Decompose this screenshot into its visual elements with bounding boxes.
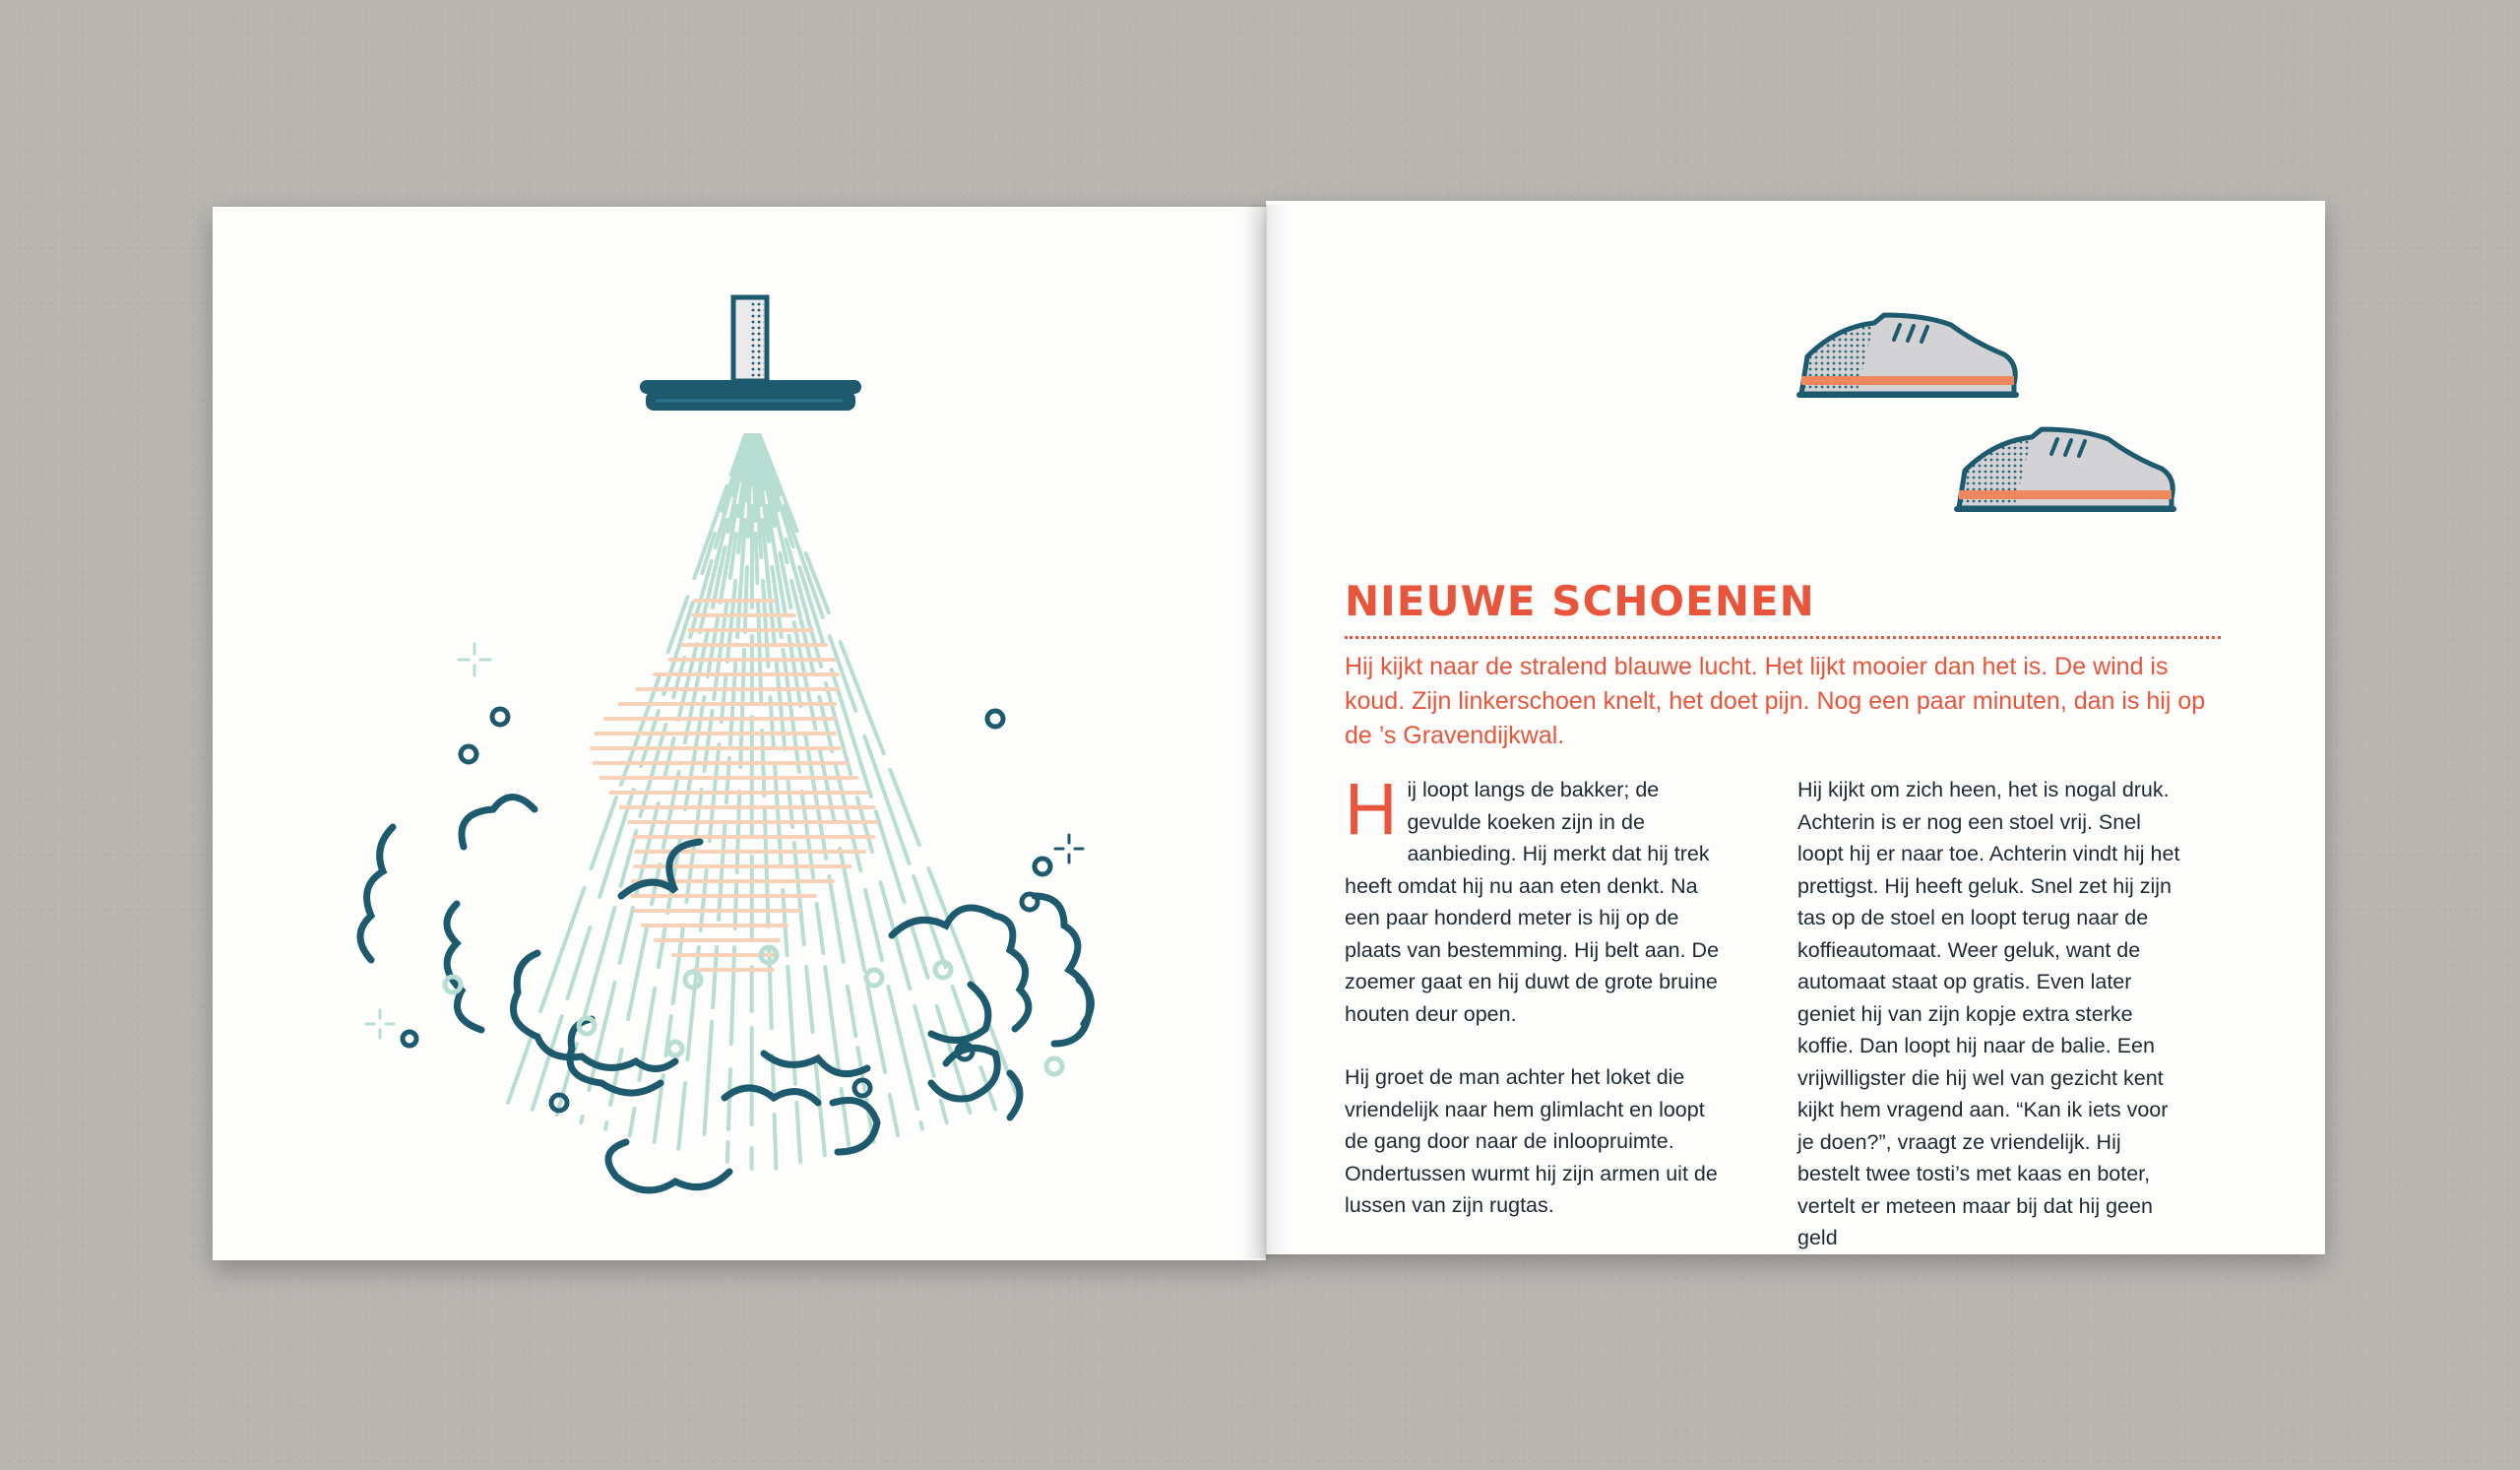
shower-illustration bbox=[213, 207, 1266, 1260]
water-stream-segment bbox=[727, 1142, 728, 1162]
text-column-right bbox=[1797, 774, 2181, 1286]
water-stream-segment bbox=[763, 581, 769, 667]
water-stream-segment bbox=[737, 792, 740, 872]
water-stream-segment bbox=[890, 770, 919, 845]
water-stream-segment bbox=[540, 888, 585, 1011]
water-stream-segment bbox=[784, 650, 800, 772]
water-stream-segment bbox=[783, 890, 787, 955]
sneakers-illustration bbox=[1778, 266, 2191, 542]
water-stream-segment bbox=[825, 967, 839, 1068]
text-column-left bbox=[1345, 768, 1729, 1253]
water-stream-segment bbox=[816, 1061, 825, 1155]
water-stream-segment bbox=[806, 967, 813, 1032]
water-stream-segment bbox=[888, 987, 917, 1109]
water-stream-segment bbox=[820, 750, 834, 820]
body-paragraph: Hij kijkt om zich heen, het is nogal druk. Achterin is er nog een stoel vrij. Snel loopt hij er naar toe. Achterin vindt hij het prettigst. Hij heeft geluk. Snel zet hij zijn tas op de stoel en loopt terug naar de koffieautomaat. Weer geluk, want de automaat staat op gratis. Even later geniet hij van zijn kopje extra sterke koffie. Dan loopt hij naar de balie. Een vrijwilligster die hij wel van gezicht kent kijkt hem vragend aan. “Kan ik iets voor je doen?”, vraagt ze vriendelijk. Hij bestelt twee tosti’s met kaas en boter, vertelt er meteen maar bij dat hij geen geld bbox=[1797, 778, 2180, 1249]
water-stream-segment bbox=[794, 843, 804, 944]
water-stream-segment bbox=[841, 642, 884, 753]
water-stream-segment bbox=[664, 738, 674, 778]
water-stream-segment bbox=[610, 1050, 622, 1105]
water-stream-segment bbox=[953, 987, 972, 1041]
water-stream-segment bbox=[620, 908, 634, 963]
chapter-title: NIEUWE SCHOENEN bbox=[1345, 577, 1815, 625]
water-stream-segment bbox=[727, 581, 735, 662]
water-stream-segment bbox=[876, 811, 905, 902]
right-page bbox=[1266, 201, 2325, 1254]
water-stream-segment bbox=[941, 1101, 947, 1122]
water-stream-segment bbox=[508, 1038, 531, 1103]
water-stream-segment bbox=[605, 1122, 606, 1129]
water-stream-segment bbox=[817, 904, 824, 953]
intro-paragraph: Hij kijkt naar de stralend blauwe lucht. Het lijkt mooier dan het is. De wind is koud. Zijn linkerschoen knelt, het doet pijn. Nog een paar minuten, dan is hij op de ’s Gravendijkwal. bbox=[1345, 653, 2206, 749]
shower-head-icon bbox=[640, 297, 861, 411]
water-stream-segment bbox=[829, 876, 844, 962]
water-stream-segment bbox=[589, 983, 614, 1090]
water-stream-segment bbox=[769, 947, 772, 1028]
water-stream-segment bbox=[914, 1006, 934, 1076]
water-stream-segment bbox=[920, 1122, 922, 1129]
water-stream-segment bbox=[911, 924, 927, 978]
water-stream-segment bbox=[868, 987, 886, 1072]
sneaker-icon bbox=[1799, 315, 2016, 395]
paragraph-text: ij loopt langs de bakker; de gevulde koeken zijn in de aanbieding. Hij merkt dat hij trek heeft omdat hij nu aan eten denkt. Na een paar honderd meter is hij op de plaats van bestemming. Hij belt aan. De zoemer gaat en hij duwt de grote bruine houten deur open. bbox=[1345, 778, 1720, 1026]
water-stream-segment bbox=[728, 1069, 730, 1129]
water-stream-segment bbox=[731, 947, 734, 1044]
sneaker-icon bbox=[1957, 429, 2174, 509]
water-stream-segment bbox=[705, 1022, 713, 1134]
water-stream-segment bbox=[788, 778, 792, 827]
water-stream-segment bbox=[865, 890, 882, 960]
water-stream-segment bbox=[621, 831, 637, 886]
water-stream-segment bbox=[735, 884, 737, 928]
water-stream-segment bbox=[802, 792, 814, 877]
water-stream-segment bbox=[678, 1083, 685, 1149]
water-stream-segment bbox=[659, 927, 665, 967]
water-stream-segment bbox=[848, 987, 855, 1036]
water-stream-segment bbox=[777, 664, 786, 749]
body-paragraph: Hij groet de man achter het loket die vriendelijk naar hem glimlacht en loopt de gang door naar de inloopruimte. Ondertussen wurmt hij zijn armen uit de lussen van zijn rugtas. bbox=[1345, 1065, 1718, 1217]
water-stream-segment bbox=[630, 1109, 635, 1135]
title-divider bbox=[1345, 636, 2221, 639]
water-stream-segment bbox=[678, 644, 697, 720]
water-stream-segment bbox=[581, 1117, 582, 1122]
body-paragraph bbox=[1345, 768, 1729, 1030]
water-stream-segment bbox=[687, 947, 699, 1059]
water-stream-segment bbox=[756, 534, 758, 583]
water-stream-segment bbox=[640, 725, 665, 816]
water-stream-segment bbox=[890, 1095, 898, 1135]
foam-clouds bbox=[360, 798, 1091, 1190]
water-stream-segment bbox=[775, 1115, 777, 1169]
water-stream-segment bbox=[722, 677, 726, 722]
water-stream-segment bbox=[568, 927, 591, 998]
left-page bbox=[213, 207, 1266, 1260]
drop-cap: H bbox=[1345, 768, 1398, 850]
water-stream-segment bbox=[628, 927, 647, 1019]
water-stream-segment bbox=[796, 1103, 800, 1162]
